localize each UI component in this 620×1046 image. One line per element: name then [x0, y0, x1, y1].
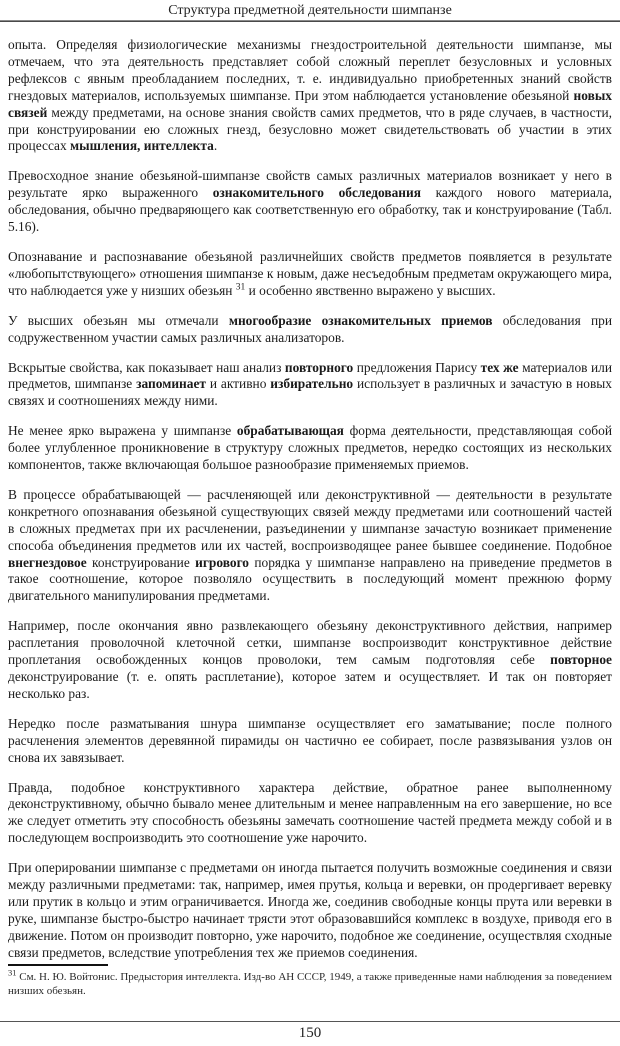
paragraph	[8, 360, 612, 411]
page-footer	[0, 1021, 620, 1046]
text-segment: .	[213, 138, 218, 154]
bold-text: повторное	[550, 652, 612, 668]
paragraph	[8, 618, 612, 703]
text-segment: Превосходное знание обезьяной-шимпанзе свойств самых различных материалов возникает у него в результате ярко выраженного	[8, 168, 612, 201]
text-segment: Опознавание и распознавание обезьяной различнейших свойств предметов появляется в результате «любопытствующего» отношения шимпанзе к новым, даже несъедобным предметам окружающего мира, что наблюдается уже у низших обезьян	[8, 248, 612, 298]
text-segment: предложения Парису	[353, 359, 481, 375]
bold-text: внегнездовое	[8, 554, 87, 570]
text-segment: Например, после окончания явно развлекающего обезьяну деконструктивного действия, например расплетания проволочной клеточной сетки, шимпанзе воспроизводит конструктивное действие проплетания освобожденных концов проволоки, тем самым подготовляя себе	[8, 618, 612, 668]
page-number: 150	[298, 1025, 322, 1041]
paragraph	[8, 37, 612, 155]
text-segment: использует в различных и зачастую в новых связях и соотношениях между ними.	[8, 376, 612, 409]
text-segment: Нередко после разматывания шнура шимпанзе осуществляет его заматывание; после полного расчленения элементов деревянной пирамиды он частично ее собирает, после развязывания узлов он снова их завязывает.	[8, 715, 612, 765]
text-segment: В процессе обрабатывающей — расчленяющей или деконструктивной — деятельности в результате конкретного опознавания обезьяной существующих связей между предметами или соотношений частей в сложных предметах при их расчленении, разъединении у шимпанзе зачастую возникает применение способа объединения предметов или их частей, воспроизводящее ранее бывшее соединение. Подобное	[8, 486, 612, 553]
bold-text: избирательно	[270, 376, 354, 392]
body-text	[8, 30, 612, 960]
footnote-text: См. Н. Ю. Войтонис. Предыстория интеллекта. Изд-во АН СССР, 1949, а также приведенные нами наблюдения за поведением низших обезьян.	[8, 971, 613, 997]
text-segment: каждого нового материала, обследования, обычно предваряющего как соответственную его обработку, так и конструирование (Табл. 5.16).	[8, 185, 612, 235]
bold-text: запоминает	[136, 376, 206, 392]
text-segment: При оперировании шимпанзе с предметами он иногда пытается получить возможные соединения и связи между различными предметами: так, например, имея прутья, кольца и веревки, он продергивает веревку или прутик в кольцо и этим ограничивается. Иногда же, соединив свободные концы прута или веревки в руке, шимпанзе быстро-быстро начинает трясти этот образовавшийся комплекс в воздухе, приводя его в движение. Потом он производит повторно, уже нарочито, подобное же соединение, осуществляя сходные связи предметов, вследствие употребления тех же приемов соединения.	[8, 860, 612, 960]
paragraph	[8, 249, 612, 300]
footnote	[8, 967, 613, 998]
text-segment: форма деятельности, представляющая собой более углубленное проникновение в структуру сложных предметов, нередко состоящих из нескольких компонентов, также включающая большое разнообразие применяемых приемов.	[8, 423, 612, 473]
bold-text: тех же	[480, 359, 519, 375]
footnote-marker: 31	[8, 967, 17, 978]
text-segment: конструирование	[86, 554, 196, 570]
text-segment: Вскрытые свойства, как показывает наш анализ	[8, 359, 285, 375]
footnote-section	[8, 964, 612, 998]
header-rule	[0, 20, 620, 22]
bold-text: обрабатывающая	[236, 423, 344, 439]
paragraph	[8, 168, 612, 236]
text-segment: У высших обезьян мы отмечали	[8, 312, 229, 328]
paragraph	[8, 860, 612, 960]
bold-text: повторного	[284, 359, 354, 375]
bold-text: многообразие ознакомительных приемов	[228, 312, 493, 328]
paragraph	[8, 780, 612, 848]
text-segment: опыта. Определяя физиологические механизмы гнездостроительной деятельности шимпанзе, мы отмечаем, что эта деятельность представляет собой сложный переплет безусловных и условных рефлексов с явным преобладанием последних, т. е. индивидуально приобретенных знаний свойств гнездовых материалов, используемых шимпанзе. При этом наблюдается установление обезьяной	[8, 37, 612, 103]
paragraph	[8, 313, 612, 347]
running-head-title: Структура предметной деятельности шимпанзе	[168, 3, 452, 18]
text-segment: и особенно явственно выражено у высших.	[245, 282, 496, 298]
text-segment: Не менее ярко выражена у шимпанзе	[8, 423, 237, 439]
footnote-reference: 31	[235, 282, 246, 293]
footnote-rule	[8, 964, 108, 966]
paragraph	[8, 487, 612, 605]
text-segment: материалов или предметов, шимпанзе	[8, 359, 612, 392]
text-segment: Правда, подобное конструктивного характера действие, обратное ранее выполненному деконструктивному, обычно бывало менее длительным и менее направленным на его завершение, но все же следует отметить эту способность обезьяны замечать соотношение частей предмета между собой и в последующем воспроизводить это соотношение уже нарочито.	[8, 779, 612, 846]
text-segment: между предметами, на основе знания свойств самих предметов, что в ряде случаев, в частности, при конструировании ею сложных гнезд, безусловно может свидетельствовать об участии в этих процессах	[8, 104, 612, 154]
text-segment: обследования при содружественном участии самых различных анализаторов.	[8, 312, 612, 345]
text-segment: порядка у шимпанзе направлено на приведение предметов в такое соотношение, которое позволяло осуществить в последующий момент прежнюю форму двигательного манипулирования предметами.	[8, 554, 612, 604]
text-segment: деконструирование (т. е. опять расплетание), которое затем и осуществляет. И так он повторяет несколько раз.	[8, 669, 612, 701]
bold-text: игрового	[195, 554, 250, 570]
paragraph	[8, 423, 612, 474]
bold-text: ознакомительного обследования	[212, 185, 421, 201]
bold-text: новых связей	[8, 87, 612, 120]
bold-text: мышления, интеллекта	[70, 138, 214, 154]
paragraph	[8, 716, 612, 767]
text-segment: и активно	[205, 376, 271, 392]
